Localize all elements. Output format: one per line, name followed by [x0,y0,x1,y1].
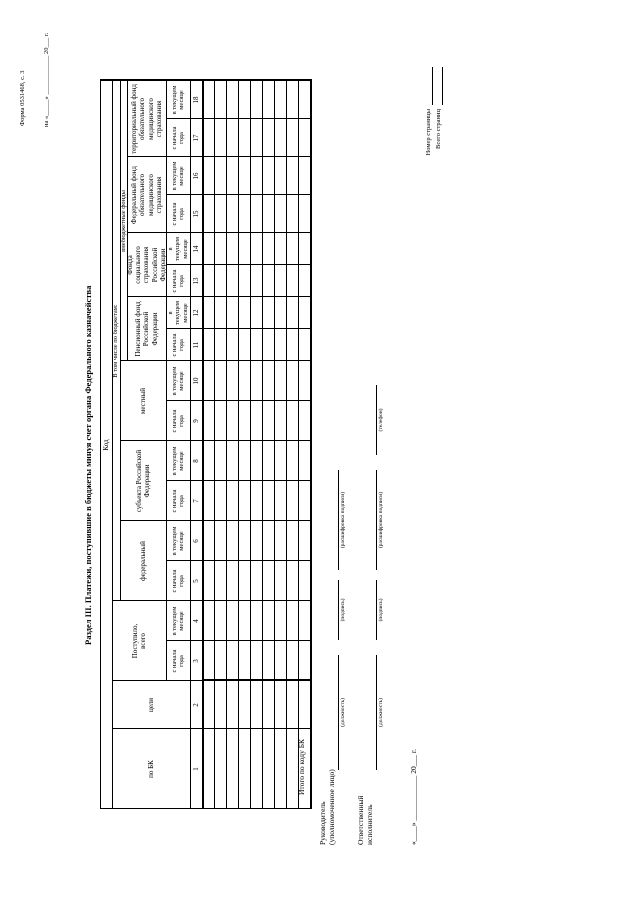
fss-header: Фонда социального страхования Российской Федерации [126,246,167,284]
table-cell[interactable] [227,730,237,808]
column-number: 12 [191,309,200,317]
code-header: Код [101,439,110,451]
federal-header: федеральный [138,541,147,581]
subject-header: субъекта Российской Федерации [134,449,151,513]
table-cell[interactable] [203,730,213,808]
table-cell[interactable] [251,482,261,520]
section-title: Раздел III. Платежи, поступившие в бюджеты минуя счет органа Федерального казначейства [83,285,93,645]
table-cell[interactable] [251,330,261,360]
table-cell[interactable] [287,82,297,118]
table-cell[interactable] [227,120,237,156]
table-cell[interactable] [275,158,285,194]
table-cell[interactable] [215,642,225,680]
table-cell[interactable] [263,730,273,808]
table-cell[interactable] [215,330,225,360]
table-cell[interactable] [263,196,273,232]
table-cell[interactable] [239,682,249,728]
table-cell[interactable] [263,82,273,118]
received-total-header: Поступило, всего [130,623,147,659]
table-cell[interactable] [239,522,249,560]
ffoms-header: Федеральный фонд обязательного медицинского страхования [130,166,163,224]
extra-funds-header: внебюджетные фонды [119,190,127,252]
table-cell[interactable] [275,196,285,232]
table-cell[interactable] [239,402,249,440]
table-cell[interactable] [263,602,273,640]
table-cell[interactable] [227,642,237,680]
table-cell[interactable] [275,402,285,440]
table-cell[interactable] [239,120,249,156]
table-cell[interactable] [203,442,213,480]
table-cell[interactable] [275,482,285,520]
head-signature-line[interactable] [338,580,339,640]
table-cell[interactable] [203,330,213,360]
table-cell[interactable] [227,266,237,296]
table-cell[interactable] [215,362,225,400]
table-cell[interactable] [275,298,285,328]
table-cell[interactable] [287,158,297,194]
since-year-header: с начала года [170,269,185,293]
table-cell[interactable] [263,362,273,400]
executor-decoding-line[interactable] [376,470,377,570]
head-position-line[interactable] [338,655,339,770]
table-cell[interactable] [239,602,249,640]
table-cell[interactable] [239,642,249,680]
table-cell[interactable] [251,196,261,232]
column-number: 8 [191,459,200,463]
current-month-header: в текущем месяце [170,446,185,476]
table-cell[interactable] [239,82,249,118]
head-decoding-line[interactable] [338,470,339,570]
table-cell[interactable] [251,682,261,728]
table-cell[interactable] [263,120,273,156]
table-cell[interactable] [287,482,297,520]
local-header: местный [138,387,147,415]
since-year-header: с начала года [170,489,185,513]
table-cell[interactable] [287,642,297,680]
table-cell[interactable] [239,562,249,600]
table-cell[interactable] [263,642,273,680]
table-cell[interactable] [275,522,285,560]
table-cell[interactable] [227,82,237,118]
executor-phone-line[interactable] [376,385,377,455]
head-position-caption: (должность) [340,698,346,727]
total-pages-label: Всего страниц [435,109,442,149]
tfoms-header: территориальный фонд обязательного медицинского страхования [130,84,163,154]
current-month-header: в текущем месяце [170,366,185,396]
table-cell[interactable] [263,682,273,728]
column-number: 1 [191,767,200,771]
since-year-header: с начала года [170,126,185,150]
purpose-header: цели [146,697,155,713]
column-number: 17 [191,134,200,142]
table-cell[interactable] [263,330,273,360]
table-cell[interactable] [227,402,237,440]
table-cell[interactable] [275,442,285,480]
table-cell[interactable] [227,682,237,728]
column-number: 14 [191,245,200,253]
table-cell[interactable] [251,442,261,480]
column-number: 11 [191,341,200,349]
table-cell[interactable] [215,120,225,156]
table-cell[interactable] [275,602,285,640]
table-cell[interactable] [215,682,225,728]
table-cell[interactable] [203,158,213,194]
table-cell[interactable] [215,482,225,520]
column-number: 18 [191,96,200,104]
table-cell[interactable] [275,266,285,296]
signature-date: «____» ____________ 20___ г. [409,749,418,845]
table-cell[interactable] [287,562,297,600]
table-cell[interactable] [203,298,213,328]
table-cell[interactable] [251,234,261,264]
since-year-header: с начала года [170,649,185,673]
table-cell[interactable] [287,522,297,560]
table-cell[interactable] [227,522,237,560]
total-row-label: Итого по коду БК [297,738,306,795]
table-cell[interactable] [203,402,213,440]
table-cell[interactable] [239,482,249,520]
current-month-header: в текущем месяце [166,236,189,262]
column-number: 6 [191,539,200,543]
column-number: 3 [191,659,200,663]
head-decoding-caption: (расшифровка подписи) [340,491,346,549]
table-cell[interactable] [215,234,225,264]
current-month-header: в текущем месяце [170,526,185,556]
by-bk-header: по БК [146,760,155,778]
since-year-header: с начала года [170,409,185,433]
table-cell[interactable] [203,266,213,296]
table-cell[interactable] [203,562,213,600]
table-cell[interactable] [227,298,237,328]
table-cell[interactable] [203,522,213,560]
table-cell[interactable] [251,158,261,194]
table-cell[interactable] [215,266,225,296]
table-cell[interactable] [287,120,297,156]
table-cell[interactable] [263,442,273,480]
table-cell[interactable] [287,234,297,264]
table-cell[interactable] [203,120,213,156]
table-cell[interactable] [251,730,261,808]
column-number: 16 [191,172,200,180]
table-cell[interactable] [227,562,237,600]
table-cell[interactable] [275,730,285,808]
table-cell[interactable] [215,562,225,600]
table-cell[interactable] [239,196,249,232]
table-cell[interactable] [203,82,213,118]
column-number: 2 [191,703,200,707]
current-month-header: в текущем месяце [170,85,185,115]
table-cell[interactable] [203,196,213,232]
table-cell[interactable] [263,482,273,520]
table-cell[interactable] [263,266,273,296]
table-cell[interactable] [251,298,261,328]
head-label: Руководитель (уполномоченное лицо) [318,769,336,845]
table-cell[interactable] [275,234,285,264]
table-cell[interactable] [227,330,237,360]
column-number: 13 [191,277,200,285]
since-year-header: с начала года [170,333,185,357]
table-cell[interactable] [287,602,297,640]
executor-signature-line[interactable] [376,580,377,640]
table-cell[interactable] [215,158,225,194]
table-cell[interactable] [227,482,237,520]
table-cell[interactable] [263,158,273,194]
head-signature-caption: (подпись) [340,598,346,622]
table-cell[interactable] [239,234,249,264]
table-cell[interactable] [287,298,297,328]
column-number: 10 [191,377,200,385]
table-cell[interactable] [203,482,213,520]
table-cell[interactable] [227,442,237,480]
table-cell[interactable] [251,522,261,560]
incl-budgets-header: В том числе по бюджетам: [112,304,120,378]
table-cell[interactable] [203,682,213,728]
table-cell[interactable] [287,442,297,480]
table-cell[interactable] [215,196,225,232]
table-cell[interactable] [251,402,261,440]
table-cell[interactable] [215,402,225,440]
table-cell[interactable] [287,196,297,232]
table-cell[interactable] [203,234,213,264]
pfr-header: Пенсионный фонд Российской Федерации [134,301,159,357]
form-label: Форма 0531468, с. 3 [19,70,26,126]
table-cell[interactable] [215,522,225,560]
table-cell[interactable] [227,234,237,264]
table-cell[interactable] [227,362,237,400]
table-cell[interactable] [227,196,237,232]
table-cell[interactable] [239,442,249,480]
table-cell[interactable] [275,82,285,118]
table-cell[interactable] [215,82,225,118]
table-cell[interactable] [287,330,297,360]
table-cell[interactable] [263,298,273,328]
column-number: 5 [191,579,200,583]
table-cell[interactable] [275,120,285,156]
table-cell[interactable] [215,442,225,480]
table-cell[interactable] [275,642,285,680]
executor-signature-caption: (подпись) [378,598,384,622]
table-cell[interactable] [251,602,261,640]
executor-label: Ответственный исполнитель [356,795,374,845]
current-month-header: в текущем месяце [170,161,185,191]
table-cell[interactable] [251,362,261,400]
table-cell[interactable] [275,562,285,600]
column-number: 15 [191,210,200,218]
table-cell[interactable] [239,330,249,360]
table-cell[interactable] [239,362,249,400]
table-cell[interactable] [263,402,273,440]
table-cell[interactable] [251,266,261,296]
table-cell[interactable] [275,362,285,400]
total-pages-field[interactable] [442,67,443,105]
since-year-header: с начала года [170,569,185,593]
table-cell[interactable] [287,682,297,728]
executor-decoding-caption: (расшифровка подписи) [378,491,384,549]
table-cell[interactable] [215,298,225,328]
table-cell[interactable] [239,266,249,296]
table-cell[interactable] [215,730,225,808]
table-cell[interactable] [215,602,225,640]
table-cell[interactable] [251,120,261,156]
table-cell[interactable] [239,730,249,808]
current-month-header: в текущем месяце [170,606,185,636]
table-cell[interactable] [287,266,297,296]
report-date-line: на «_____» ____________ 20___ г. [43,32,50,127]
column-number: 9 [191,419,200,423]
table-cell[interactable] [251,82,261,118]
table-cell[interactable] [203,362,213,400]
table-cell[interactable] [251,562,261,600]
page-number-label: Номер страницы [425,109,432,156]
table-cell[interactable] [287,730,297,808]
table-cell[interactable] [203,642,213,680]
table-cell[interactable] [251,642,261,680]
executor-phone-caption: (телефон) [378,408,384,432]
column-number: 4 [191,619,200,623]
current-month-header: в текущем месяце [166,300,189,326]
page-number-field[interactable] [432,67,433,105]
table-cell[interactable] [287,362,297,400]
table-cell[interactable] [203,602,213,640]
table-cell[interactable] [275,330,285,360]
table-cell[interactable] [287,402,297,440]
column-number: 7 [191,499,200,503]
table-cell[interactable] [263,562,273,600]
executor-position-caption: (должность) [378,698,384,727]
table-cell[interactable] [239,158,249,194]
table-cell[interactable] [263,234,273,264]
table-cell[interactable] [263,522,273,560]
table-cell[interactable] [239,298,249,328]
since-year-header: с начала года [170,202,185,226]
table-cell[interactable] [275,682,285,728]
table-cell[interactable] [227,158,237,194]
executor-position-line[interactable] [376,655,377,770]
table-cell[interactable] [227,602,237,640]
